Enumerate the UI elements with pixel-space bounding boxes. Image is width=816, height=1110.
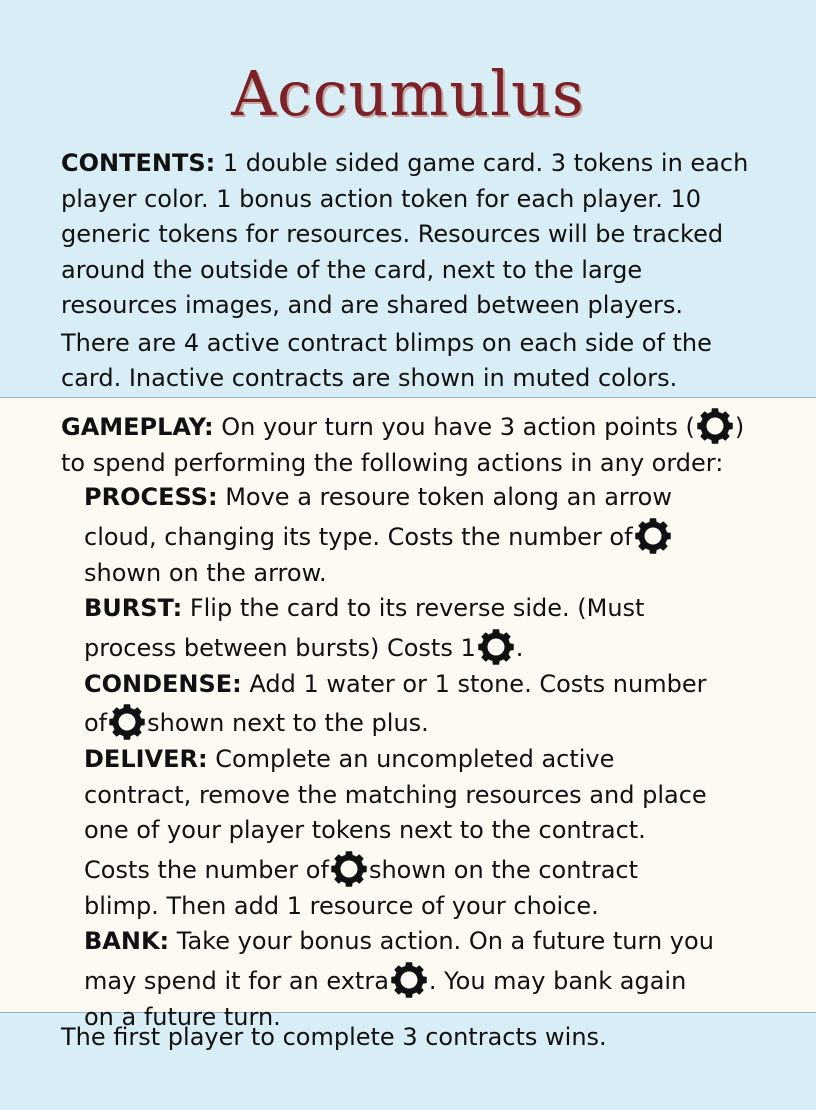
action-label: DELIVER: xyxy=(84,745,208,773)
action-label: CONDENSE: xyxy=(84,669,242,698)
contents-paragraph xyxy=(61,146,761,397)
gear-icon xyxy=(633,516,673,556)
contents-line: There are 4 active contract blimps on each side of the xyxy=(61,328,712,357)
action-deliver: DELIVER: Complete an uncompleted active contract, remove the matching resources and place one of your player tokens next to the contract. Costs the number of shown on the contract blimp. Then add 1 resource of your choice. xyxy=(84,745,707,920)
contents-label: CONTENTS: xyxy=(61,149,216,177)
win-condition-text: The first player to complete 3 contracts wins. xyxy=(61,1023,607,1051)
gear-icon xyxy=(476,627,516,667)
action-burst: BURST: Flip the card to its reverse side. (Must process between bursts) Costs 1 . xyxy=(84,591,764,667)
gameplay-paragraph xyxy=(61,406,791,482)
game-title: Accumulus xyxy=(231,57,585,130)
action-label: BANK: xyxy=(84,927,170,955)
gear-icon xyxy=(107,702,147,742)
gear-icon xyxy=(695,406,735,446)
contents-line: CONTENTS: 1 double sided game card. 3 tokens in each xyxy=(61,149,749,177)
gear-icon xyxy=(329,849,369,889)
action-label: BURST: xyxy=(84,594,183,622)
actions-list xyxy=(84,480,764,1035)
action-condense: CONDENSE: Add 1 water or 1 stone. Costs number of shown next to the plus. xyxy=(84,667,764,743)
contents-line: generic tokens for resources. Resources will be tracked xyxy=(61,220,724,248)
action-bank: BANK: Take your bonus action. On a future turn you may spend it for an extra . You may bank again on a future turn. xyxy=(84,927,714,1031)
gameplay-label: GAMEPLAY: xyxy=(61,413,214,441)
contents-line: around the outside of the card, next to the large xyxy=(61,255,643,284)
contents-line: card. Inactive contracts are shown in muted colors. xyxy=(61,364,678,392)
contents-line: player color. 1 bonus action token for each player. 10 xyxy=(61,184,702,213)
gameplay-line: to spend performing the following actions in any order: xyxy=(61,449,724,477)
gear-icon xyxy=(389,960,429,1000)
action-label: PROCESS: xyxy=(84,483,218,511)
contents-line: resources images, and are shared between players. xyxy=(61,291,684,319)
action-process: PROCESS: Move a resoure token along an arrow cloud, changing its type. Costs the number of shown on the arrow. xyxy=(84,483,672,587)
gameplay-line: GAMEPLAY: On your turn you have 3 action points ( ) xyxy=(61,406,791,446)
